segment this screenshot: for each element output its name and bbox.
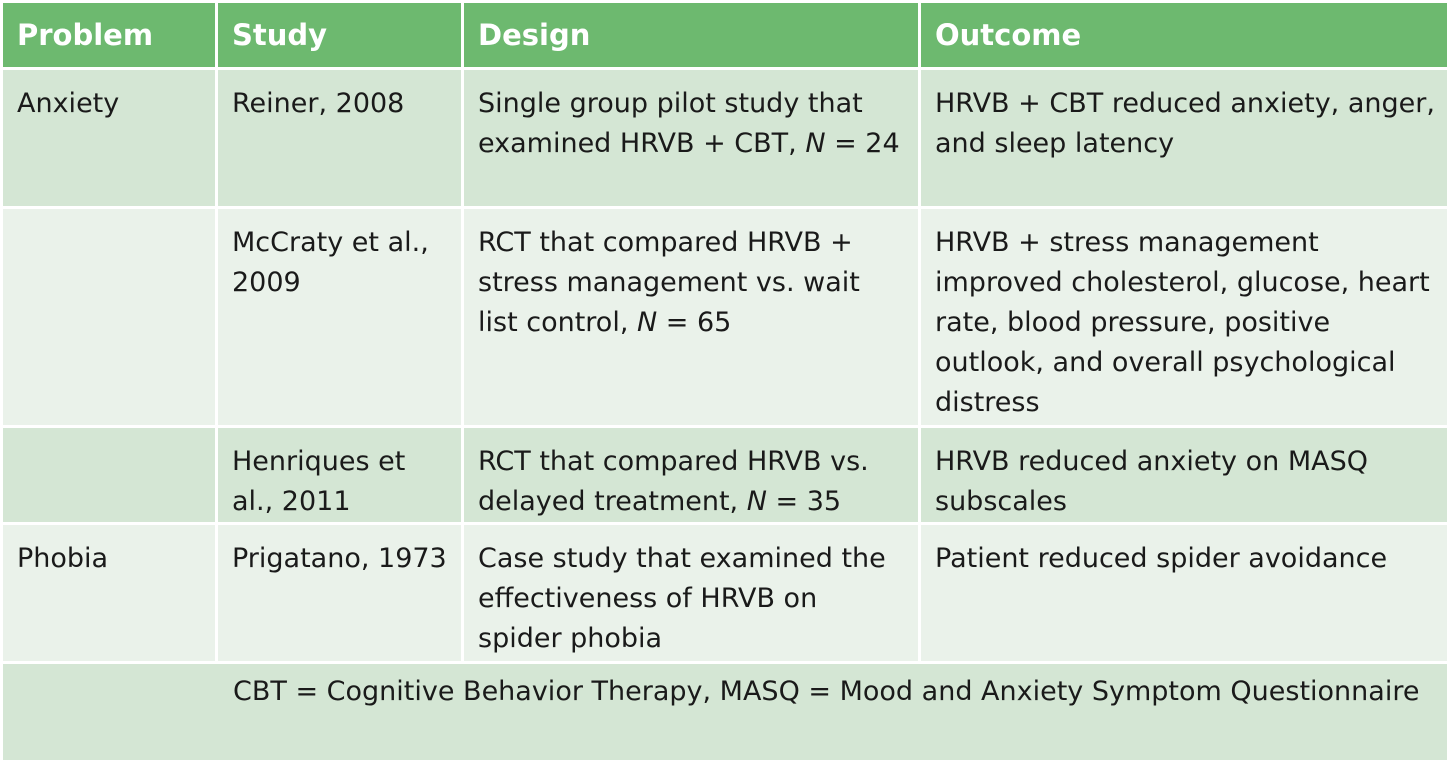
row-1-study: Reiner, 2008 [218,70,461,206]
row-4-problem: Phobia [3,525,215,661]
row-4-outcome: Patient reduced spider avoidance [921,525,1447,661]
row-4-study: Prigatano, 1973 [218,525,461,661]
row-2-design [464,209,918,425]
header-outcome: Outcome [921,3,1447,67]
row-1-problem: Anxiety [3,70,215,206]
row-3-design [464,428,918,522]
row-2-design-count: = 65 [657,307,732,338]
row-2-design-n: N [637,307,658,338]
row-2-problem [3,209,215,425]
row-4-design [464,525,918,661]
row-2-outcome: HRVB + stress management improved cholesterol, glucose, heart rate, blood pressure, positive outlook, and overall psychological distress [921,209,1447,425]
row-1-design-count: = 24 [825,128,900,159]
row-3-outcome: HRVB reduced anxiety on MASQ subscales [921,428,1447,522]
row-1-design-n: N [805,128,826,159]
row-3-problem [3,428,215,522]
header-study: Study [218,3,461,67]
row-1-outcome: HRVB + CBT reduced anxiety, anger, and sleep latency [921,70,1447,206]
row-1-design [464,70,918,206]
row-4-design-text: Case study that examined the effectiveness of HRVB on spider phobia [478,543,886,654]
row-3-design-n: N [746,486,767,517]
row-1-design-text: Single group pilot study that examined HRVB + CBT, [478,88,863,159]
row-2-study: McCraty et al., 2009 [218,209,461,425]
row-3-study: Henriques et al., 2011 [218,428,461,522]
footnote: CBT = Cognitive Behavior Therapy, MASQ = Mood and Anxiety Symptom Questionnaire [3,664,1447,760]
row-3-design-text: RCT that compared HRVB vs. delayed treatment, [478,446,869,517]
header-design: Design [464,3,918,67]
row-2-design-text: RCT that compared HRVB + stress management vs. wait list control, [478,227,860,338]
header-problem: Problem [3,3,215,67]
row-3-design-count: = 35 [766,486,842,517]
